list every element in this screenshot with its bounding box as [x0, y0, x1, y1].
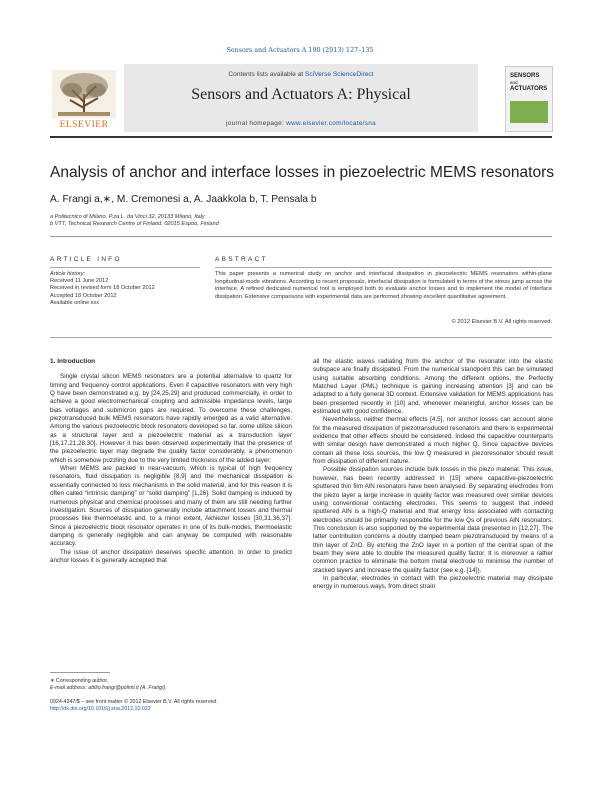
abstract-heading: ABSTRACT — [215, 256, 268, 263]
history-accepted: Accepted 18 October 2012 — [50, 292, 117, 299]
abstract-text: This paper presents a numerical study on anchor and interfacial dissipation in piezoelectric MEMS resonators within-plane longitudinal-mode vibrations. According to recent proposals, interfacial dissipation is formulated in terms of the stress jump across the interface. A refined dedicated numerical tool is employed both to evaluate anchor losses and to implement the model of interface dissipation. Extensive comparisons with experimental data are performed showing excellent quantitative agreement. — [215, 271, 552, 301]
affiliation-b: b VTT, Technical Research Centre of Finland, 02015 Espoo, Finland — [50, 221, 219, 227]
article-title: Analysis of anchor and interface losses in piezoelectric MEMS resonators — [50, 164, 554, 181]
history-received: Received 11 June 2012 — [50, 278, 109, 285]
contents-line — [124, 71, 478, 78]
article-history — [50, 271, 200, 307]
issn-line: 0924-4247/$ – see front matter © 2012 Elsevier B.V. All rights reserved. — [50, 699, 218, 705]
paragraph: Possible dissipation sources include bulk losses in the piezo material. This issue, however, has been recently addressed in [15] where capacitive-piezoelectric sputtered thin film AlN resonators have been analysed. By separating electrodes from the piezo layer a large increase in quality factor was measured over similar devices using conventional contacting electrodes. This seems to suggest that indeed sputtered AlN is a high-Q material and that energy loss associated with contacting electrodes should be primarily responsible for the low Qs of previous AlN resonators. This conclusion is also supported by the experimental data presented in [12,27]. The latter contribution concerns a doubly clamped beam piezotransduced by means of a thin layer of ZnO. By etching the ZnO layer in a portion of the central span of the beam they were able to double the measured quality factor. It is moreover a rather common practice to eliminate the bottom metal electrode to minimise the number of stacked layers and increase the quality factor (see e.g. [14]). — [313, 466, 553, 574]
paragraph: all the elastic waves radiating from the anchor of the resonator into the elastic subspace are finally dissipated. From the numerical standpoint this can be simulated using suitable absorbing conditions. Among the different options, the Perfectly Matched Layer (PML) technique is gaining increasing attention [3] and can be adapted to a fully general 3D context. Extensive validation for MEMS applications has been presented recently in [10] and, whenever meaningful, anchor losses can be estimated with good confidence. — [313, 358, 553, 416]
footnote-email: E-mail address: attilio.frangi@polimi.it (A. Frangi). — [50, 685, 167, 691]
section-heading-introduction: 1. Introduction — [50, 358, 96, 365]
history-online: Available online xxx — [50, 299, 100, 306]
cover-title-line-2: ACTUATORS — [510, 86, 548, 92]
article-info-heading: ARTICLE INFO — [50, 256, 122, 263]
paragraph: Nevertheless, neither thermal effects [4,5], nor anchor losses can account alone for the measured dissipation of piezotransduced resonators and there is experimental evidence that other effects should be considered. Indeed the capacitive counterparts with similar design have demonstrated a much higher Q. Since capacitive devices contain all these loss sources, the low Q measured in piezoresonator should result from dissipation of different nature. — [313, 416, 553, 466]
cover-image — [510, 101, 548, 123]
body-column-right — [313, 358, 553, 592]
running-header[interactable]: Sensors and Actuators A 190 (2013) 127–135 — [226, 46, 374, 54]
publisher-name: ELSEVIER — [59, 120, 109, 130]
divider — [50, 236, 552, 237]
footnote — [50, 678, 292, 692]
journal-title: Sensors and Actuators A: Physical — [191, 86, 411, 103]
elsevier-logo — [50, 68, 118, 134]
author-list: A. Frangi a,∗, M. Cremonesi a, A. Jaakkola b, T. Pensala b — [50, 194, 317, 205]
contents-prefix: Contents lists available at — [228, 71, 306, 78]
journal-cover-thumbnail — [505, 66, 553, 132]
sciencedirect-link[interactable]: SciVerse ScienceDirect — [305, 71, 374, 78]
paragraph: When MEMS are packed in near-vacuum, which is typical of high frequency resonators, fluid dissipation is negligible [8,9] and the mechanical dissipation is essentially connected to loss mechanisms in the solid material, and for this reason it is often called “intrinsic damping” or “solid damping” [1,26]. Solid damping is induced by numerous physical and chemical processes and many of them are still needing further investigation. Sources of dissipation generally include attachment losses and thermal processes like thermoelastic and, to a minor extent, Akhiezer losses [30,31,36,37]. Since a piezoelectric block resonator operates in one of its bulk-modes, thermoelastic damping is generally negligible and can anyway be computed with reasonable accuracy. — [50, 465, 292, 548]
affiliation-a: a Politecnico di Milano, P.za L. da Vinci 32, 20133 Milano, Italy — [50, 214, 205, 220]
history-revised: Received in revised form 18 October 2012 — [50, 285, 155, 292]
page-footer — [50, 699, 292, 714]
paragraph: In particular, electrodes in contact with the piezoelectric material may dissipate energy in numerous ways, from direct strain — [313, 574, 553, 591]
footnote-corresponding: ∗ Corresponding author. — [50, 678, 109, 684]
cover-title-amp: and — [510, 79, 518, 85]
divider — [50, 267, 200, 268]
paragraph: The issue of anchor dissipation deserves specific attention. In order to predict anchor losses it is generally accepted that — [50, 548, 292, 564]
paragraph: Single crystal silicon MEMS resonators are a potential alternative to quartz for timing and frequency control applications. Even if capacitive resonators with very high Q have been demonstrated e.g. by [24,25,29] and produced commercially, in order to achieve a good electromechanical coupling and admissible impedance levels, large bias voltages and submicron gaps are required. To overcome these challenges, piezotransduced bulk MEMS resonators have rapidly emerged as a valid alternative. Among the various piezoelectric block resonators developed so far, some utilize silicon as a structural layer and a piezoelectric material as a transduction layer [16,17,21,28,30]. However it has been observed experimentally that the presence of the piezoelectric layer may degrade the quality factor considerably, a phenomenon which is somehow puzzling due to the very limited thickness of the added layer. — [50, 373, 292, 464]
history-label: Article history: — [50, 271, 86, 277]
homepage-prefix: journal homepage: — [226, 120, 287, 127]
doi-link[interactable]: http://dx.doi.org/10.1016/j.sna.2012.10.022 — [50, 706, 151, 713]
copyright-notice: © 2012 Elsevier B.V. All rights reserved. — [451, 319, 552, 325]
homepage-link[interactable]: www.elsevier.com/locate/sna — [286, 120, 376, 127]
divider — [215, 267, 552, 268]
cover-title-line-1: SENSORS — [510, 73, 540, 79]
body-column-left — [50, 358, 292, 565]
divider — [50, 337, 552, 338]
journal-homepage — [124, 120, 478, 127]
footnote-rule — [50, 672, 110, 673]
masthead-rule — [50, 136, 552, 138]
